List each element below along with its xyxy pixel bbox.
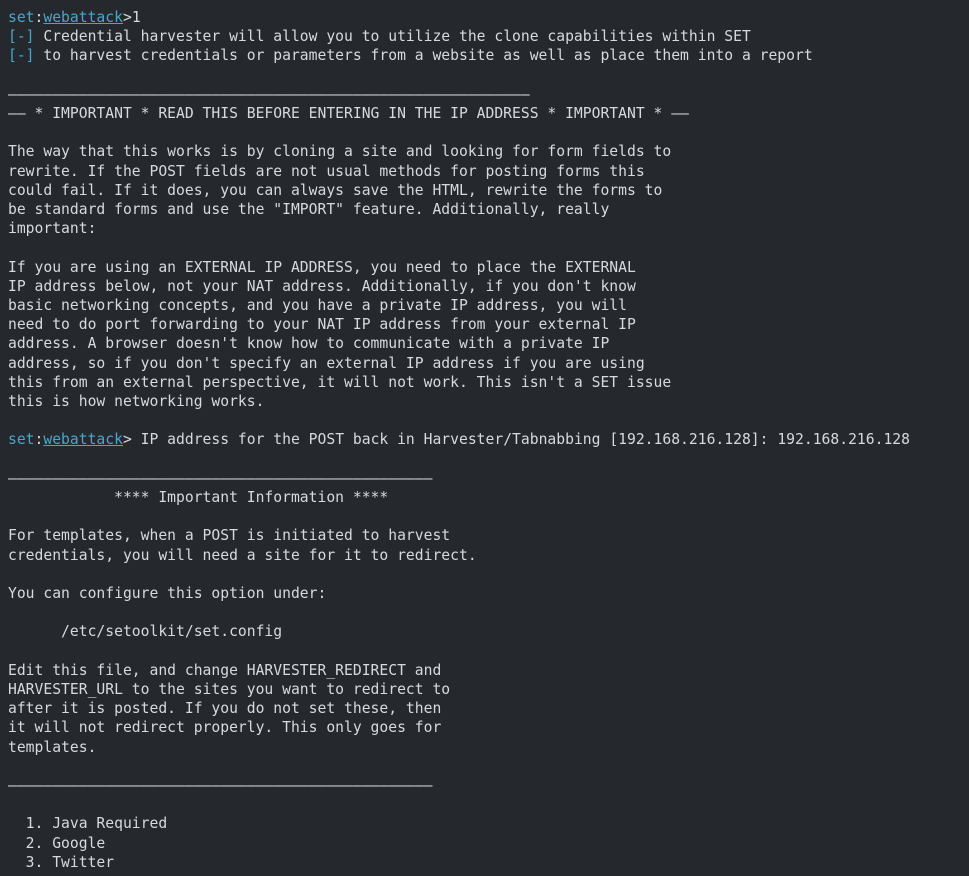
paragraph-line: If you are using an EXTERNAL IP ADDRESS, you need to place the EXTERNAL — [8, 258, 636, 276]
info-marker: [-] — [8, 47, 35, 65]
prompt-caret: > — [122, 431, 132, 449]
spacer — [8, 507, 961, 526]
paragraph-line: IP address below, not your NAT address. Additionally, if you don't know — [8, 277, 636, 295]
paragraph-line: The way that this works is by cloning a site and looking for form fields to — [8, 143, 672, 161]
paragraph-line: credentials, you will need a site for it to redirect. — [8, 546, 477, 564]
spacer — [8, 66, 961, 85]
paragraph-line: it will not redirect properly. This only goes for — [8, 719, 442, 737]
paragraph-line: rewrite. If the POST fields are not usual methods for posting forms this — [8, 162, 645, 180]
spacer — [8, 642, 961, 661]
config-file-path: /etc/setoolkit/set.config — [8, 623, 283, 641]
important-banner: —— * IMPORTANT * READ THIS BEFORE ENTERING IN THE IP ADDRESS * IMPORTANT * —— — [8, 105, 689, 122]
paragraph-line: this from an external perspective, it will not work. This isn't a SET issue — [8, 373, 672, 391]
prompt-set-label: set — [8, 431, 35, 449]
paragraph-line: You can configure this option under: — [8, 584, 327, 602]
ip-address-prompt-line[interactable] — [8, 430, 961, 449]
paragraph-line: For templates, when a POST is initiated to harvest — [8, 527, 451, 545]
info-marker: [-] — [8, 28, 35, 46]
paragraph-line: be standard forms and use the "IMPORT" feature. Additionally, really — [8, 201, 610, 218]
paragraph-line: templates. — [8, 738, 97, 756]
menu-item-twitter[interactable]: 3. Twitter — [8, 853, 115, 871]
prompt-colon: : — [34, 431, 44, 449]
info-text: Credential harvester will allow you to utilize the clone capabilities within SET — [34, 28, 751, 46]
paragraph-line: address, so if you don't specify an external IP address if you are using — [8, 354, 645, 372]
spacer — [8, 795, 961, 814]
prompt-module-label: webattack — [43, 431, 123, 449]
info-line — [8, 46, 961, 65]
prompt-caret: > — [122, 9, 132, 26]
command-prompt-line-1[interactable] — [8, 8, 961, 27]
paragraph-line: need to do port forwarding to your NAT IP address from your external IP — [8, 316, 636, 334]
divider-rule-1: ——————————————————————————————————————————————————————————— — [8, 85, 530, 103]
info-text: to harvest credentials or parameters from a website as well as place them into a report — [34, 47, 813, 65]
paragraph-line: address. A browser doesn't know how to communicate with a private IP — [8, 335, 610, 353]
divider-rule-3: ———————————————————————————————————————————————— — [8, 776, 433, 794]
spacer — [8, 123, 961, 142]
spacer — [8, 565, 961, 584]
prompt-set-label: set — [8, 9, 35, 26]
spacer — [8, 757, 961, 776]
paragraph-line: this is how networking works. — [8, 393, 265, 411]
paragraph-line: HARVESTER_URL to the sites you want to redirect to — [8, 680, 451, 698]
ip-address-question: IP address for the POST back in Harvester/Tabnabbing [192.168.216.128]: — [131, 431, 778, 449]
menu-item-java-required[interactable]: 1. Java Required — [8, 815, 168, 833]
menu-item-google[interactable]: 2. Google — [8, 834, 106, 852]
paragraph-line: could fail. If it does, you can always save the HTML, rewrite the forms to — [8, 181, 663, 199]
prompt-module-label: webattack — [43, 9, 123, 26]
spacer — [8, 603, 961, 622]
paragraph-line: after it is posted. If you do not set these, then — [8, 700, 442, 718]
spacer — [8, 411, 961, 430]
spacer — [8, 238, 961, 257]
spacer — [8, 450, 961, 469]
important-information-title: **** Important Information **** — [8, 489, 389, 506]
paragraph-line: Edit this file, and change HARVESTER_REDIRECT and — [8, 661, 442, 679]
ip-address-input[interactable]: 192.168.216.128 — [777, 431, 910, 449]
prompt-input-1[interactable]: 1 — [131, 9, 141, 26]
paragraph-line: basic networking concepts, and you have a private IP address, you will — [8, 297, 627, 314]
info-line — [8, 27, 961, 46]
divider-rule-2: ———————————————————————————————————————————————— — [8, 469, 433, 487]
paragraph-line: important: — [8, 220, 97, 238]
prompt-colon: : — [34, 9, 44, 26]
